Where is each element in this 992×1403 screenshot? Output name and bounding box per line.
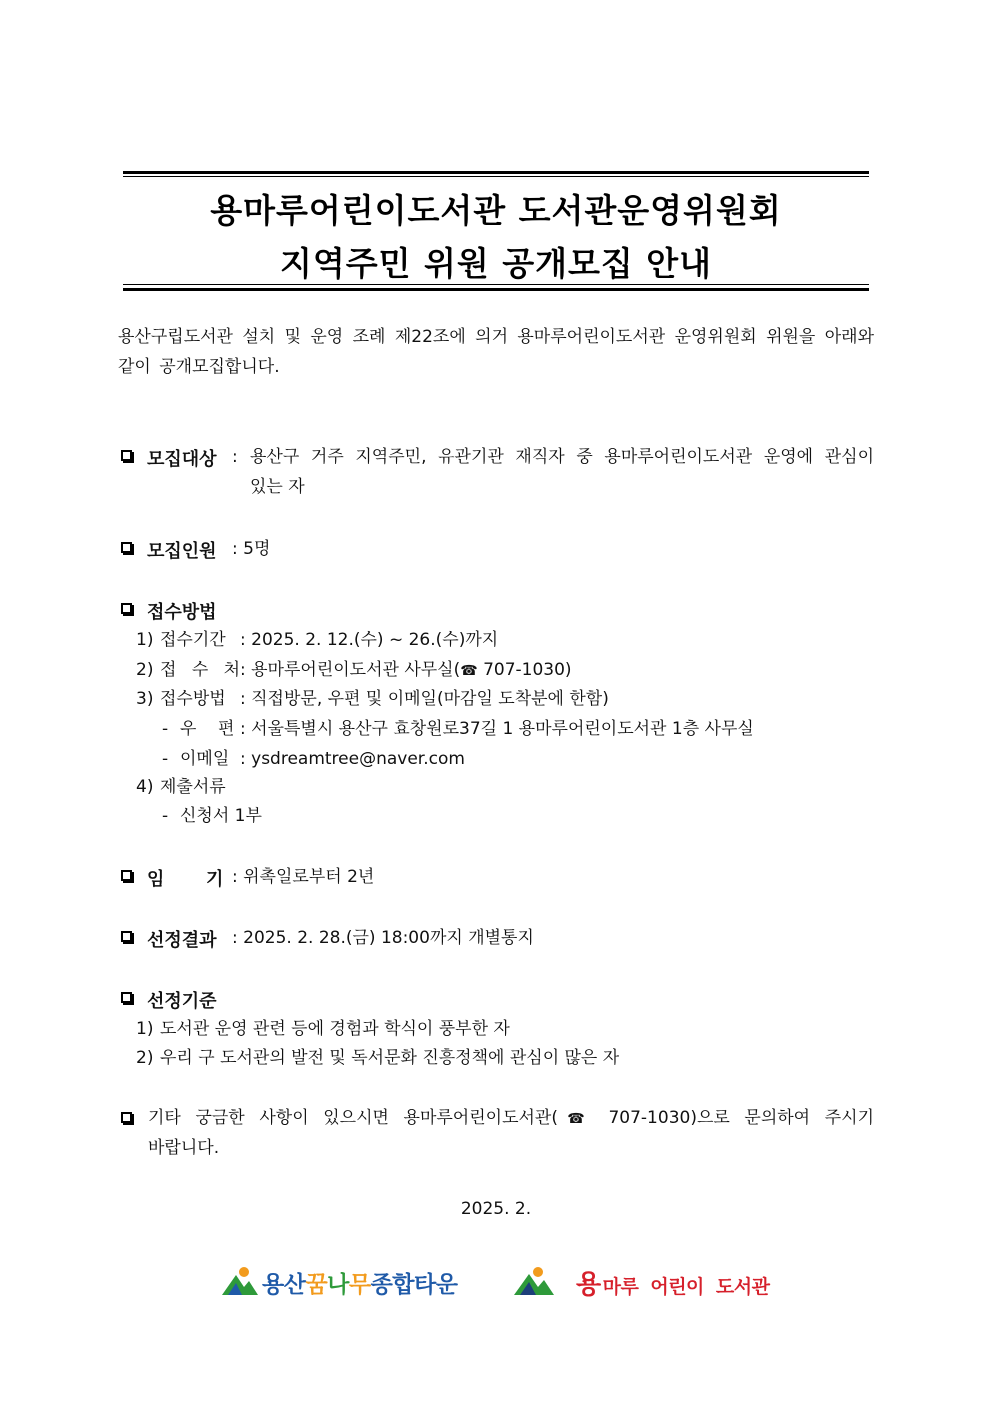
criteria-item1: 도서관 운영 관련 등에 경험과 학식이 풍부한 자 bbox=[160, 1019, 510, 1039]
other-line1-suffix: 707-1030)으로 문의하여 주시기 bbox=[593, 1108, 874, 1128]
intro-paragraph: 용산구립도서관 설치 및 운영 조례 제22조에 의거 용마루어린이도서관 운영위원회 위원을 아래와 같이 공개모집합니다. bbox=[118, 327, 874, 377]
other-line2: 바랍니다. bbox=[148, 1138, 220, 1158]
count-label: 모집인원 bbox=[147, 541, 217, 562]
count-value: : 5명 bbox=[232, 539, 271, 559]
target-text-line2: 있는 자 bbox=[250, 477, 305, 497]
target-colon: : bbox=[232, 447, 238, 467]
criteria-item1-num: 1) bbox=[136, 1019, 154, 1039]
title-line-1: 용마루어린이도서관 도서관운영위원회 bbox=[210, 191, 782, 230]
yongsan-dream-tree-logo bbox=[222, 1262, 457, 1302]
method-label: 접수방법 bbox=[147, 602, 217, 623]
criteria-label: 선정기준 bbox=[147, 991, 217, 1012]
method-place-value bbox=[240, 660, 572, 681]
logo-left-part2: 꿈 bbox=[305, 1271, 328, 1298]
logo-right-part2: 마루 bbox=[602, 1275, 639, 1298]
logo-right-part3: 어린이 bbox=[650, 1275, 704, 1298]
checkbox-square-icon bbox=[121, 542, 132, 553]
logo-left-part3: 나 bbox=[327, 1271, 349, 1298]
method-period-value: : 2025. 2. 12.(수) ~ 26.(수)까지 bbox=[240, 630, 499, 650]
yongmaru-library-logo bbox=[514, 1262, 769, 1302]
result-value: : 2025. 2. 28.(금) 18:00까지 개별통지 bbox=[232, 928, 534, 948]
logo-left-part5: 종합타운 bbox=[370, 1271, 458, 1298]
method-place-prefix: : 용마루어린이도서관 사무실( bbox=[240, 660, 461, 680]
mountain-sun-icon bbox=[514, 1265, 554, 1299]
method-email-dash: - bbox=[162, 749, 169, 769]
criteria-item2: 우리 구 도서관의 발전 및 독서문화 진흥정책에 관심이 많은 자 bbox=[160, 1048, 620, 1068]
method-place-suffix: 707-1030) bbox=[477, 660, 572, 680]
method-docs-key: 제출서류 bbox=[160, 777, 226, 797]
title-bottom-rule-thick bbox=[123, 288, 869, 291]
method-post-key: 우 편 bbox=[180, 719, 235, 739]
target-text-line1: 용산구 거주 지역주민, 유관기관 재직자 중 용마루어린이도서관 운영에 관심이 bbox=[250, 447, 874, 467]
checkbox-square-icon bbox=[121, 870, 132, 881]
phone-icon: ☎ bbox=[460, 663, 478, 679]
method-period-num: 1) bbox=[136, 630, 154, 650]
logo-right-part1: 용 bbox=[576, 1269, 601, 1300]
method-post-value: : 서울특별시 용산구 효창원로37길 1 용마루어린이도서관 1층 사무실 bbox=[240, 719, 754, 739]
document-date: 2025. 2. bbox=[460, 1199, 532, 1219]
method-how-value: : 직접방문, 우편 및 이메일(마감일 도착분에 한함) bbox=[240, 689, 609, 709]
checkbox-square-icon bbox=[121, 1112, 132, 1123]
method-email-key: 이메일 bbox=[180, 749, 230, 769]
title-line-2: 지역주민 위원 공개모집 안내 bbox=[279, 244, 712, 283]
criteria-item2-num: 2) bbox=[136, 1048, 154, 1068]
method-docs-item-value: 신청서 1부 bbox=[180, 806, 262, 826]
term-value: : 위촉일로부터 2년 bbox=[232, 867, 375, 887]
method-place-key: 접 수 처 bbox=[160, 660, 246, 680]
logo-left-part4: 무 bbox=[348, 1271, 371, 1298]
other-line1 bbox=[148, 1108, 874, 1129]
method-period-key: 접수기간 bbox=[160, 630, 226, 650]
title-top-rule-thin bbox=[123, 176, 869, 177]
title-box bbox=[123, 171, 869, 291]
method-post-dash: - bbox=[162, 719, 169, 739]
term-label-b: 기 bbox=[206, 869, 224, 890]
result-label: 선정결과 bbox=[147, 930, 217, 951]
logo-right-part4: 도서관 bbox=[715, 1275, 770, 1298]
term-label-a: 임 bbox=[147, 869, 165, 890]
method-email-value: : ysdreamtree@naver.com bbox=[240, 749, 465, 769]
other-line1-prefix: 기타 궁금한 사항이 있으시면 용마루어린이도서관( bbox=[148, 1108, 558, 1128]
title-top-rule-thick bbox=[123, 171, 869, 174]
method-docs-num: 4) bbox=[136, 777, 154, 797]
logo-left-part1: 용산 bbox=[262, 1271, 306, 1298]
target-label: 모집대상 bbox=[147, 449, 217, 470]
method-how-num: 3) bbox=[136, 689, 154, 709]
method-docs-item-dash: - bbox=[162, 806, 169, 826]
title-bottom-rule-thin bbox=[123, 284, 869, 285]
method-place-num: 2) bbox=[136, 660, 154, 680]
checkbox-square-icon bbox=[121, 931, 132, 942]
checkbox-square-icon bbox=[121, 450, 132, 461]
checkbox-square-icon bbox=[121, 992, 132, 1003]
method-how-key: 접수방법 bbox=[160, 689, 226, 709]
mountain-sun-icon bbox=[222, 1265, 258, 1299]
phone-icon: ☎ bbox=[557, 1111, 594, 1127]
checkbox-square-icon bbox=[121, 603, 132, 614]
